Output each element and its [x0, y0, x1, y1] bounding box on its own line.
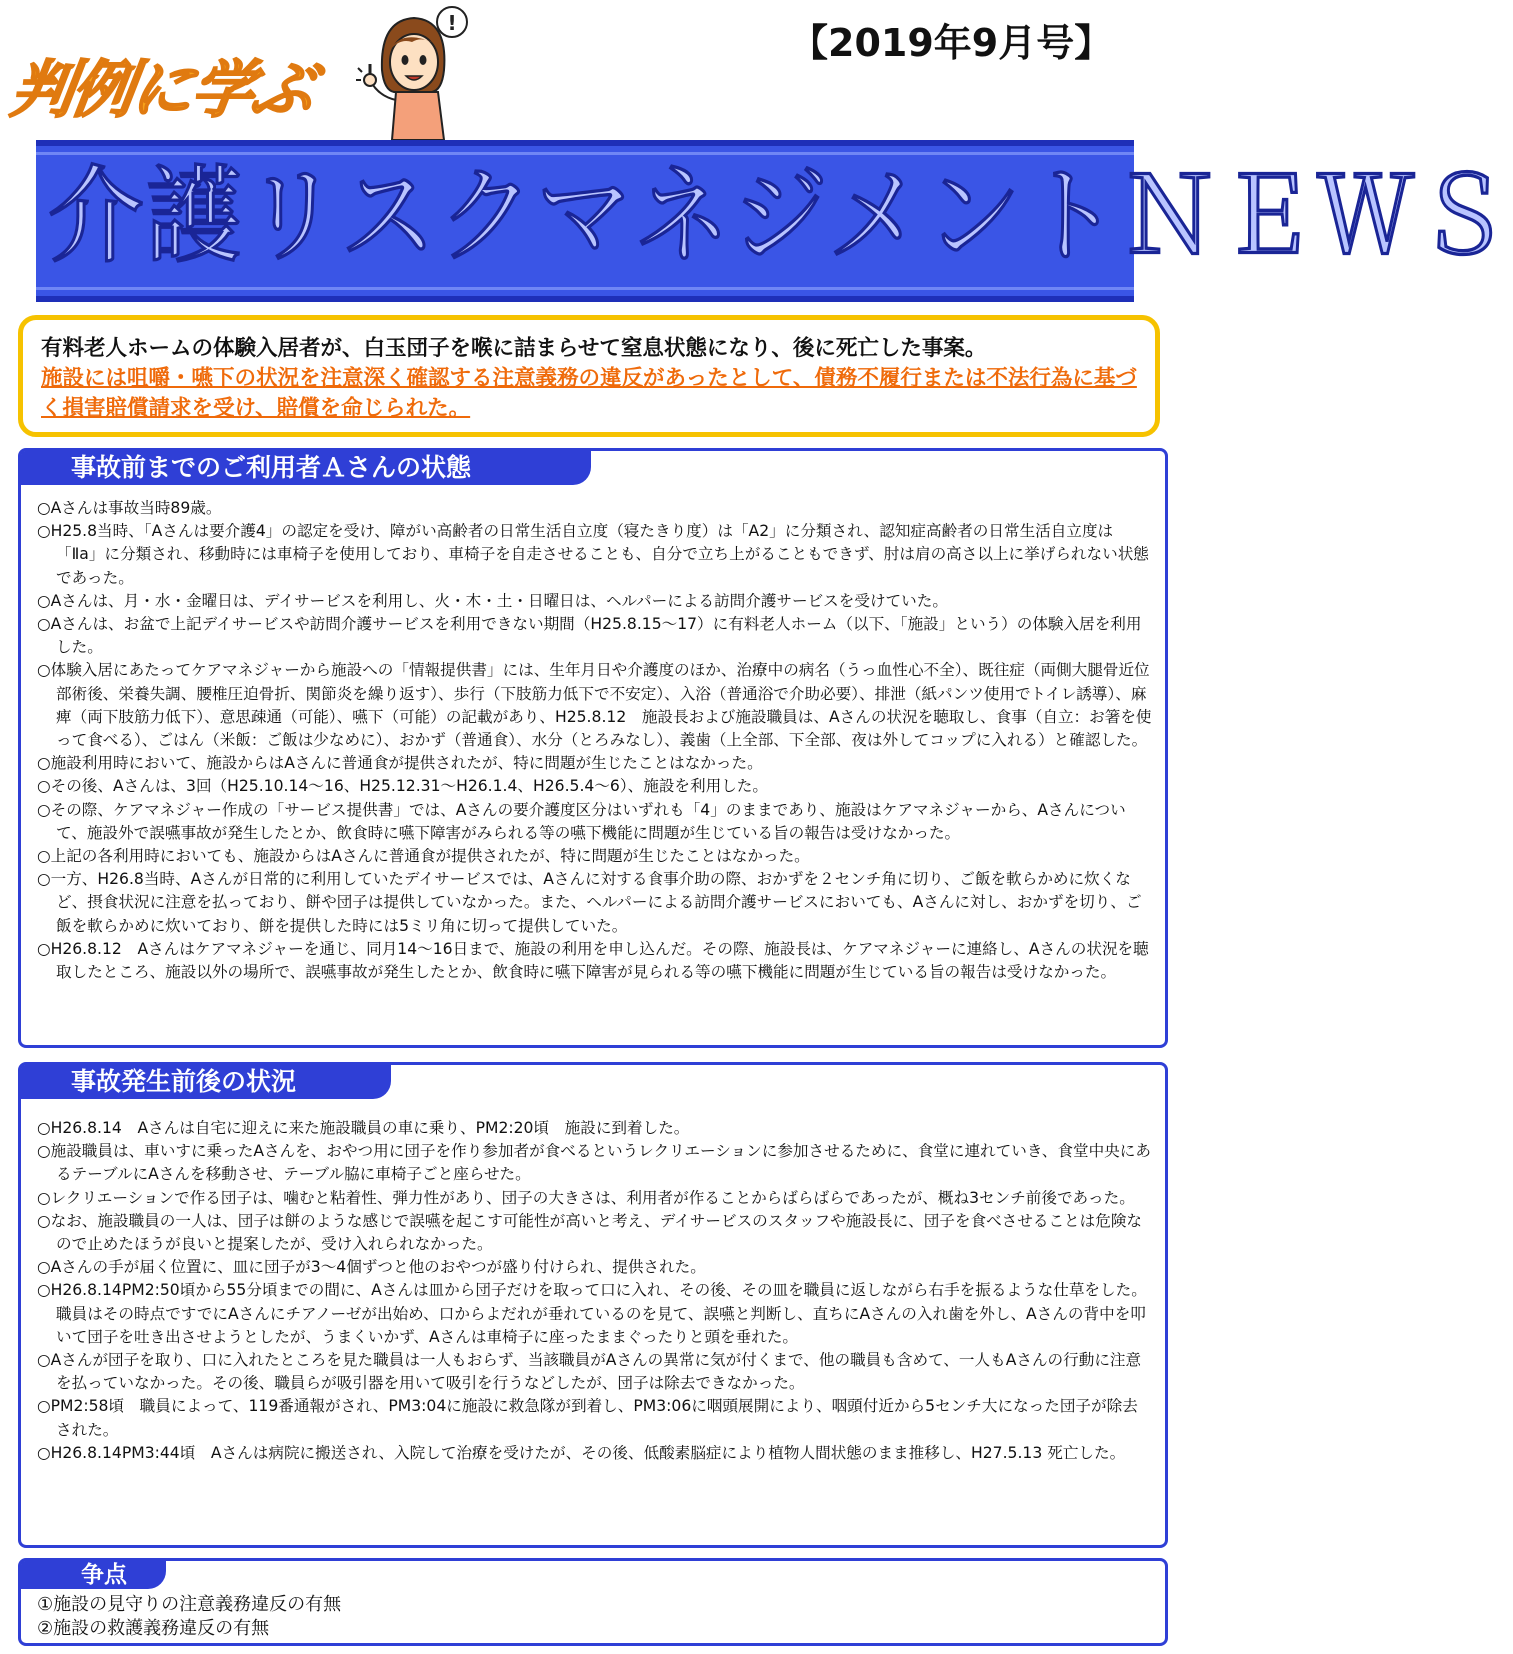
list-item: ○H26.8.12 Aさんはケアマネジャーを通じ、同月14～16日まで、施設の利用を申し込んだ。その際、施設長は、ケアマネジャーに連絡し、Aさんの状況を聴取したところ、施設以外の場所で、誤嚥事故が発生したとか、飲食時に嚥下障害が見られる等の嚥下機能に問題が生じている旨の報告は受けなかった。	[37, 939, 1149, 982]
list-item: ○施設職員は、車いすに乗ったAさんを、おやつ用に団子を作り参加者が食べるというレクリエーションに参加させるために、食堂に連れていき、食堂中央にあるテーブルにAさんを移動させ、テーブル脇に車椅子ごと座らせた。	[37, 1142, 1151, 1184]
list-item: ○H25.8当時、「Aさんは要介護4」の認定を受け、障がい高齢者の日常生活自立度（寝たきり度）は「A2」に分類され、認知症高齢者の日常生活自立度は「Ⅱa」に分類され、移動時には車椅子を使用しており、車椅子を自走させることも、自分で立ち上がることもできず、肘は肩の高さ以上に挙げられない状態であった。	[37, 522, 1149, 587]
section-heading: 争点	[21, 1561, 166, 1589]
list-item: ○Aさんは、月・水・金曜日は、デイサービスを利用し、火・木・土・日曜日は、ヘルパーによる訪問介護サービスを受けていた。	[37, 591, 948, 610]
section-body	[37, 497, 1153, 984]
section-prior-condition	[18, 448, 1168, 1048]
list-item: ○施設利用時において、施設からはAさんに普通食が提供されたが、特に問題が生じたことはなかった。	[37, 754, 763, 773]
list-item: ①施設の見守りの注意義務違反の有無	[37, 1594, 342, 1615]
summary-ruling: 施設には咀嚼・嚥下の状況を注意深く確認する注意義務の違反があったとして、債務不履行または不法行為に基づく損害賠償請求を受け、賠償を命じられた。	[41, 366, 1137, 421]
section-issues	[18, 1558, 1168, 1646]
list-item: ○H26.8.14PM2:50頃から55分頃までの間に、Aさんは皿から団子だけを取って口に入れ、その後、その皿を職員に返しながら右手を振るような仕草をした。職員はその時点ですでにAさんにチアノーゼが出始め、口からよだれが垂れているのを見て、誤嚥と判断し、直ちにAさんの入れ歯を外し、Aさんの背中を叩いて団子を吐き出させようとしたが、うまくいかず、Aさんは車椅子に座ったままぐったりと頭を垂れた。	[37, 1281, 1147, 1346]
svg-text:!: !	[447, 11, 457, 35]
woman-pointing-mascot-icon	[352, 0, 482, 140]
list-item: ○Aさんは事故当時89歳。	[37, 499, 222, 517]
section-body	[37, 1593, 1153, 1641]
list-item: ○上記の各利用時においても、施設からはAさんに普通食が提供されたが、特に問題が生じたことはなかった。	[37, 847, 810, 866]
list-item: ○PM2:58頃 職員によって、119番通報がされ、PM3:04に施設に救急隊が到着し、PM3:06に咽頭展開により、咽頭付近から5センチ大になった団子が除去された。	[37, 1397, 1138, 1439]
title-banner	[36, 140, 1513, 302]
list-item: ○その際、ケアマネジャー作成の「サービス提供書」では、Aさんの要介護度区分はいずれも「4」のままであり、施設はケアマネジャーから、Aさんについて、施設外で誤嚥事故が発生したとか、飲食時に嚥下障害がみられる等の嚥下機能に問題が生じている旨の報告は受けなかった。	[37, 800, 1126, 842]
list-item: ○一方、H26.8当時、Aさんが日常的に利用していたデイサービスでは、Aさんに対する食事介助の際、おかずを２センチ角に切り、ご飯を軟らかめに炊くなど、摂食状況に注意を払っており、餅や団子は提供していなかった。また、ヘルパーによる訪問介護サービスにおいても、Aさんに対し、おかずを切り、ご飯を軟らかめに炊いており、餅を提供した時には5ミリ角に切って提供していた。	[37, 870, 1142, 935]
summary-box	[18, 315, 1160, 437]
section-body	[37, 1117, 1153, 1465]
issue-label: 【2019年9月号】	[790, 21, 1113, 65]
list-item: ②施設の救護義務違反の有無	[37, 1618, 270, 1639]
list-item: ○その後、Aさんは、3回（H25.10.14～16、H25.12.31～H26.1.4、H26.5.4～6）、施設を利用した。	[37, 777, 768, 796]
summary-headline: 有料老人ホームの体験入居者が、白玉団子を喉に詰まらせて窒息状態になり、後に死亡した事案。	[41, 336, 987, 361]
section-heading: 事故発生前後の状況	[21, 1065, 391, 1099]
brand-title: 判例に学ぶ	[6, 53, 318, 126]
list-item: ○H26.8.14PM3:44頃 Aさんは病院に搬送され、入院して治療を受けたが、その後、低酸素脳症により植物人間状態のまま推移し、H27.5.13 死亡した。	[37, 1443, 1126, 1462]
list-item: ○H26.8.14 Aさんは自宅に迎えに来た施設職員の車に乗り、PM2:20頃 施設に到着した。	[37, 1119, 690, 1137]
list-item: ○Aさんが団子を取り、口に入れたところを見た職員は一人もおらず、当該職員がAさんの異常に気が付くまで、他の職員も含めて、一人もAさんの行動に注意を払っていなかった。その後、職員らが吸引器を用いて吸引を行うなどしたが、団子は除去できなかった。	[37, 1351, 1142, 1393]
list-item: ○Aさんの手が届く位置に、皿に団子が3～4個ずつと他のおやつが盛り付けられ、提供された。	[37, 1258, 706, 1277]
list-item: ○体験入居にあたってケアマネジャーから施設への「情報提供書」には、生年月日や介護度のほか、治療中の病名（うっ血性心不全）、既往症（両側大腿骨近位部術後、栄養失調、腰椎圧迫骨折、関節炎を繰り返す）、歩行（下肢筋力低下で不安定）、入浴（普通浴で介助必要）、排泄（紙パンツ使用でトイレ誘導）、麻痺（両下肢筋力低下）、意思疎通（可能）、嚥下（可能）の記載があり、H25.8.12 施設長および施設職員は、Aさんの状況を聴取し、食事（自立：お箸を使って食べる）、ごはん（米飯：ご飯は少なめに）、おかず（普通食）、水分（とろみなし）、義歯（上全部、下全部、夜は外してコップに入れる）と確認した。	[37, 661, 1152, 750]
list-item: ○なお、施設職員の一人は、団子は餅のような感じで誤嚥を起こす可能性が高いと考え、デイサービスのスタッフや施設長に、団子を食べさせることは危険なので止めたほうが良いと提案したが、受け入れられなかった。	[37, 1211, 1143, 1254]
banner-title: 介護リスクマネジメントＮＥＷＳ	[48, 154, 1513, 278]
section-heading: 事故前までのご利用者Ａさんの状態	[21, 451, 591, 485]
list-item: ○Aさんは、お盆で上記デイサービスや訪問介護サービスを利用できない期間（H25.8.15～17）に有料老人ホーム（以下、「施設」という）の体験入居を利用した。	[37, 615, 1142, 657]
section-accident-circumstances	[18, 1062, 1168, 1548]
list-item: ○レクリエーションで作る団子は、噛むと粘着性、弾力性があり、団子の大きさは、利用者が作ることからばらばらであったが、概ね3センチ前後であった。	[37, 1188, 1135, 1207]
